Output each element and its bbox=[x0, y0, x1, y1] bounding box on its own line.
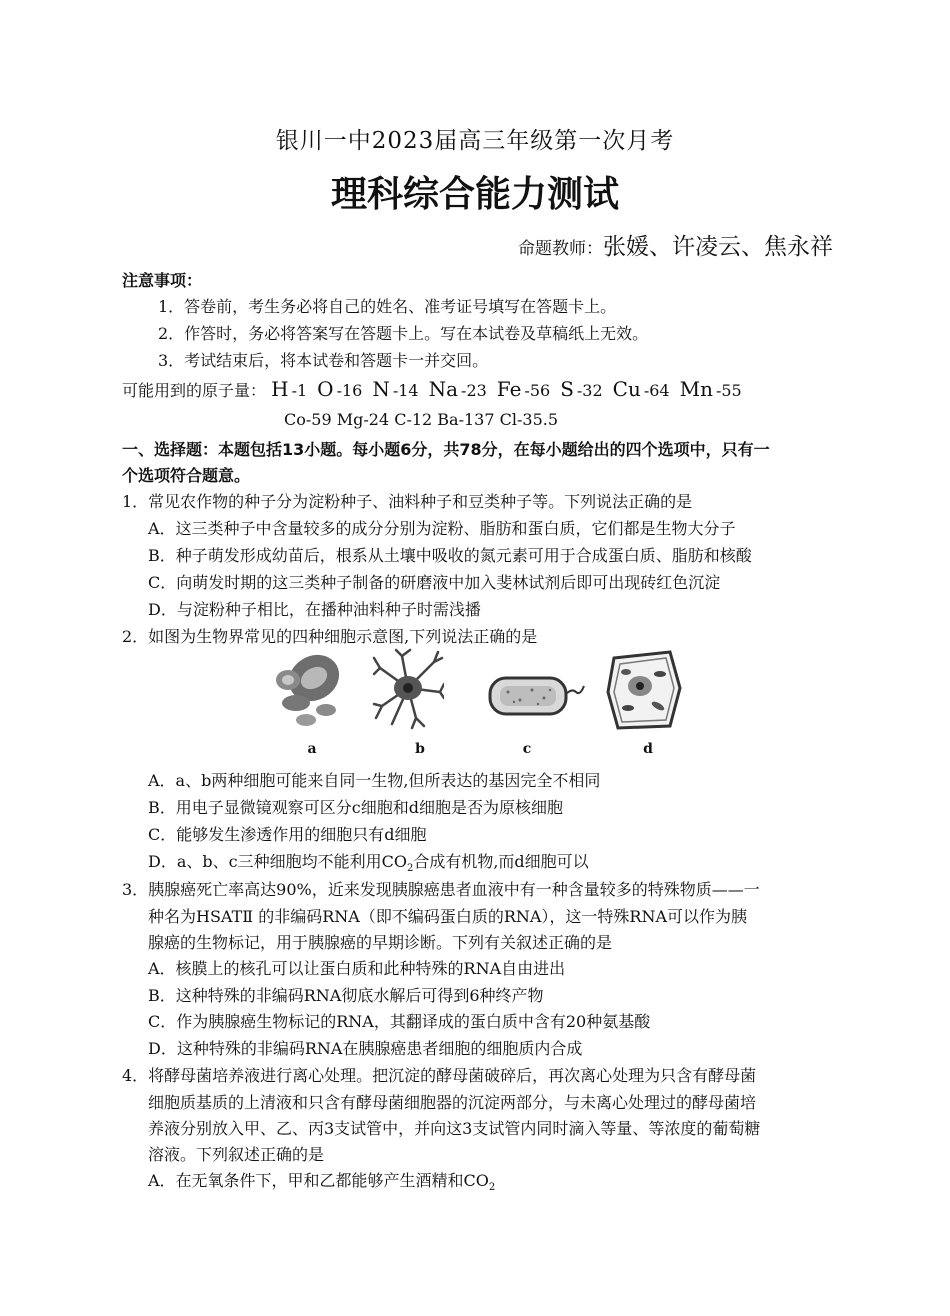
atomic-mass-item bbox=[560, 377, 603, 401]
q2-stem: 2．如图为生物界常见的四种细胞示意图,下列说法正确的是 bbox=[122, 627, 538, 646]
teacher-label: 命题教师： bbox=[518, 239, 603, 259]
element-symbol: H bbox=[271, 377, 289, 401]
red-blood-cells-figure bbox=[268, 648, 348, 730]
q4-stem-line-2: 细胞质基质的上清液和只含有酵母菌细胞器的沉淀两部分，与未离心处理过的酵母菌培 bbox=[148, 1093, 757, 1112]
q4-stem-line-3: 养液分别放入甲、乙、丙3支试管中，并向这3支试管内同时滴入等量、等浓度的葡萄糖 bbox=[148, 1119, 761, 1138]
atomic-mass-label: 可能用到的原子量： bbox=[122, 381, 267, 400]
figure-label-c: c bbox=[522, 741, 532, 757]
atomic-mass-item bbox=[679, 377, 742, 401]
element-symbol: Mn bbox=[679, 377, 713, 401]
q1-stem: 1．常见农作物的种子分为淀粉种子、油料种子和豆类种子等。下列说法正确的是 bbox=[122, 492, 693, 511]
element-symbol: N bbox=[372, 377, 390, 401]
bacterium-figure bbox=[486, 648, 586, 730]
q2-option-c: C．能够发生渗透作用的细胞只有d细胞 bbox=[148, 825, 427, 844]
q4-stem-line-1: 4．将酵母菌培养液进行离心处理。把沉淀的酵母菌破碎后，再次离心处理为只含有酵母菌 bbox=[122, 1066, 757, 1085]
q3-option-c: C．作为胰腺癌生物标记的RNA，其翻译成的蛋白质中含有20种氨基酸 bbox=[148, 1012, 651, 1031]
q1-option-c: C．向萌发时期的这三类种子制备的研磨液中加入斐林试剂后即可出现砖红色沉淀 bbox=[148, 573, 721, 592]
element-symbol: O bbox=[317, 377, 334, 401]
element-symbol: S bbox=[560, 377, 574, 401]
q4-stem-line-4: 溶液。下列叙述正确的是 bbox=[148, 1145, 325, 1164]
element-mass: -64 bbox=[643, 381, 670, 400]
element-mass: -56 bbox=[524, 381, 551, 400]
q1-option-b: B．种子萌发形成幼苗后，根系从土壤中吸收的氮元素可用于合成蛋白质、脂肪和核酸 bbox=[148, 546, 752, 565]
q4-option-a bbox=[148, 1168, 495, 1193]
q2-option-d-text: D．a、b、c三种细胞均不能利用CO bbox=[148, 852, 407, 871]
teacher-line bbox=[518, 228, 833, 261]
atomic-mass-item bbox=[496, 377, 551, 401]
element-mass: -23 bbox=[461, 381, 487, 400]
notes-heading: 注意事项： bbox=[122, 271, 203, 290]
q3-option-b: B．这种特殊的非编码RNA彻底水解后可得到6种终产物 bbox=[148, 986, 544, 1005]
element-mass: -14 bbox=[392, 381, 419, 400]
element-mass: -32 bbox=[576, 381, 603, 400]
figure-label-b: b bbox=[415, 741, 425, 757]
q2-option-a: A．a、b两种细胞可能来自同一生物,但所表达的基因完全不相同 bbox=[148, 771, 601, 790]
q4-option-a-subscript: 2 bbox=[488, 1182, 496, 1194]
q3-stem-line-1: 3．胰腺癌死亡率高达90%，近来发现胰腺癌患者血液中有一种含量较多的特殊物质——一 bbox=[122, 880, 760, 899]
atomic-mass-item bbox=[612, 377, 670, 401]
note-item-1: 1．答卷前，考生务必将自己的姓名、准考证号填写在答题卡上。 bbox=[158, 297, 617, 316]
element-mass: -55 bbox=[715, 381, 742, 400]
atomic-mass-item bbox=[317, 377, 363, 401]
q2-option-d-subscript: 2 bbox=[406, 863, 414, 875]
element-mass: -1 bbox=[291, 381, 308, 400]
note-item-3: 3．考试结束后，将本试卷和答题卡一并交回。 bbox=[158, 351, 489, 370]
atomic-mass-item bbox=[372, 377, 419, 401]
note-item-2: 2．作答时，务必将答案写在答题卡上。写在本试卷及草稿纸上无效。 bbox=[158, 324, 649, 343]
teacher-names: 张媛、许凌云、焦永祥 bbox=[603, 234, 833, 260]
figure-label-d: d bbox=[643, 741, 653, 757]
atomic-mass-list bbox=[271, 377, 752, 401]
q2-option-d bbox=[148, 849, 589, 874]
q3-option-d: D．这种特殊的非编码RNA在胰腺癌患者细胞的细胞质内合成 bbox=[148, 1039, 583, 1058]
element-mass: -16 bbox=[336, 381, 363, 400]
section-instructions-line-2: 个选项符合题意。 bbox=[122, 466, 251, 485]
q3-option-a: A．核膜上的核孔可以让蛋白质和此种特殊的RNA自由进出 bbox=[148, 959, 566, 978]
q3-stem-line-3: 腺癌的生物标记，用于胰腺癌的早期诊断。下列有关叙述正确的是 bbox=[148, 933, 613, 952]
neuron-figure bbox=[372, 648, 444, 730]
element-symbol: Na bbox=[428, 377, 459, 401]
exam-subtitle: 理科综合能力测试 bbox=[330, 174, 619, 215]
section-instructions-line-1: 一、选择题：本题包括13小题。每小题6分，共78分，在每小题给出的四个选项中，只有一 bbox=[122, 440, 770, 459]
q3-stem-line-2: 种名为HSATⅡ 的非编码RNA（即不编码蛋白质的RNA），这一特殊RNA可以作为胰 bbox=[148, 907, 748, 926]
figure-label-a: a bbox=[307, 741, 317, 757]
element-symbol: Cu bbox=[612, 377, 641, 401]
cell-figures bbox=[262, 648, 692, 758]
q4-option-a-text: A．在无氧条件下，甲和乙都能够产生酒精和CO bbox=[148, 1171, 489, 1190]
q1-option-a: A．这三类种子中含量较多的成分分别为淀粉、脂肪和蛋白质，它们都是生物大分子 bbox=[148, 519, 736, 538]
atomic-mass-row-1 bbox=[122, 377, 752, 401]
q2-option-d-text-end: 合成有机物,而d细胞可以 bbox=[413, 852, 589, 871]
q2-option-b: B．用电子显微镜观察可区分c细胞和d细胞是否为原核细胞 bbox=[148, 798, 563, 817]
exam-title: 银川一中2023届高三年级第一次月考 bbox=[275, 128, 675, 154]
element-symbol: Fe bbox=[496, 377, 522, 401]
atomic-mass-row-2: Co-59 Mg-24 C-12 Ba-137 Cl-35.5 bbox=[284, 410, 559, 429]
atomic-mass-item bbox=[271, 377, 308, 401]
atomic-mass-item bbox=[428, 377, 487, 401]
plant-cell-figure bbox=[604, 648, 684, 732]
q1-option-d: D．与淀粉种子相比，在播种油料种子时需浅播 bbox=[148, 600, 481, 619]
